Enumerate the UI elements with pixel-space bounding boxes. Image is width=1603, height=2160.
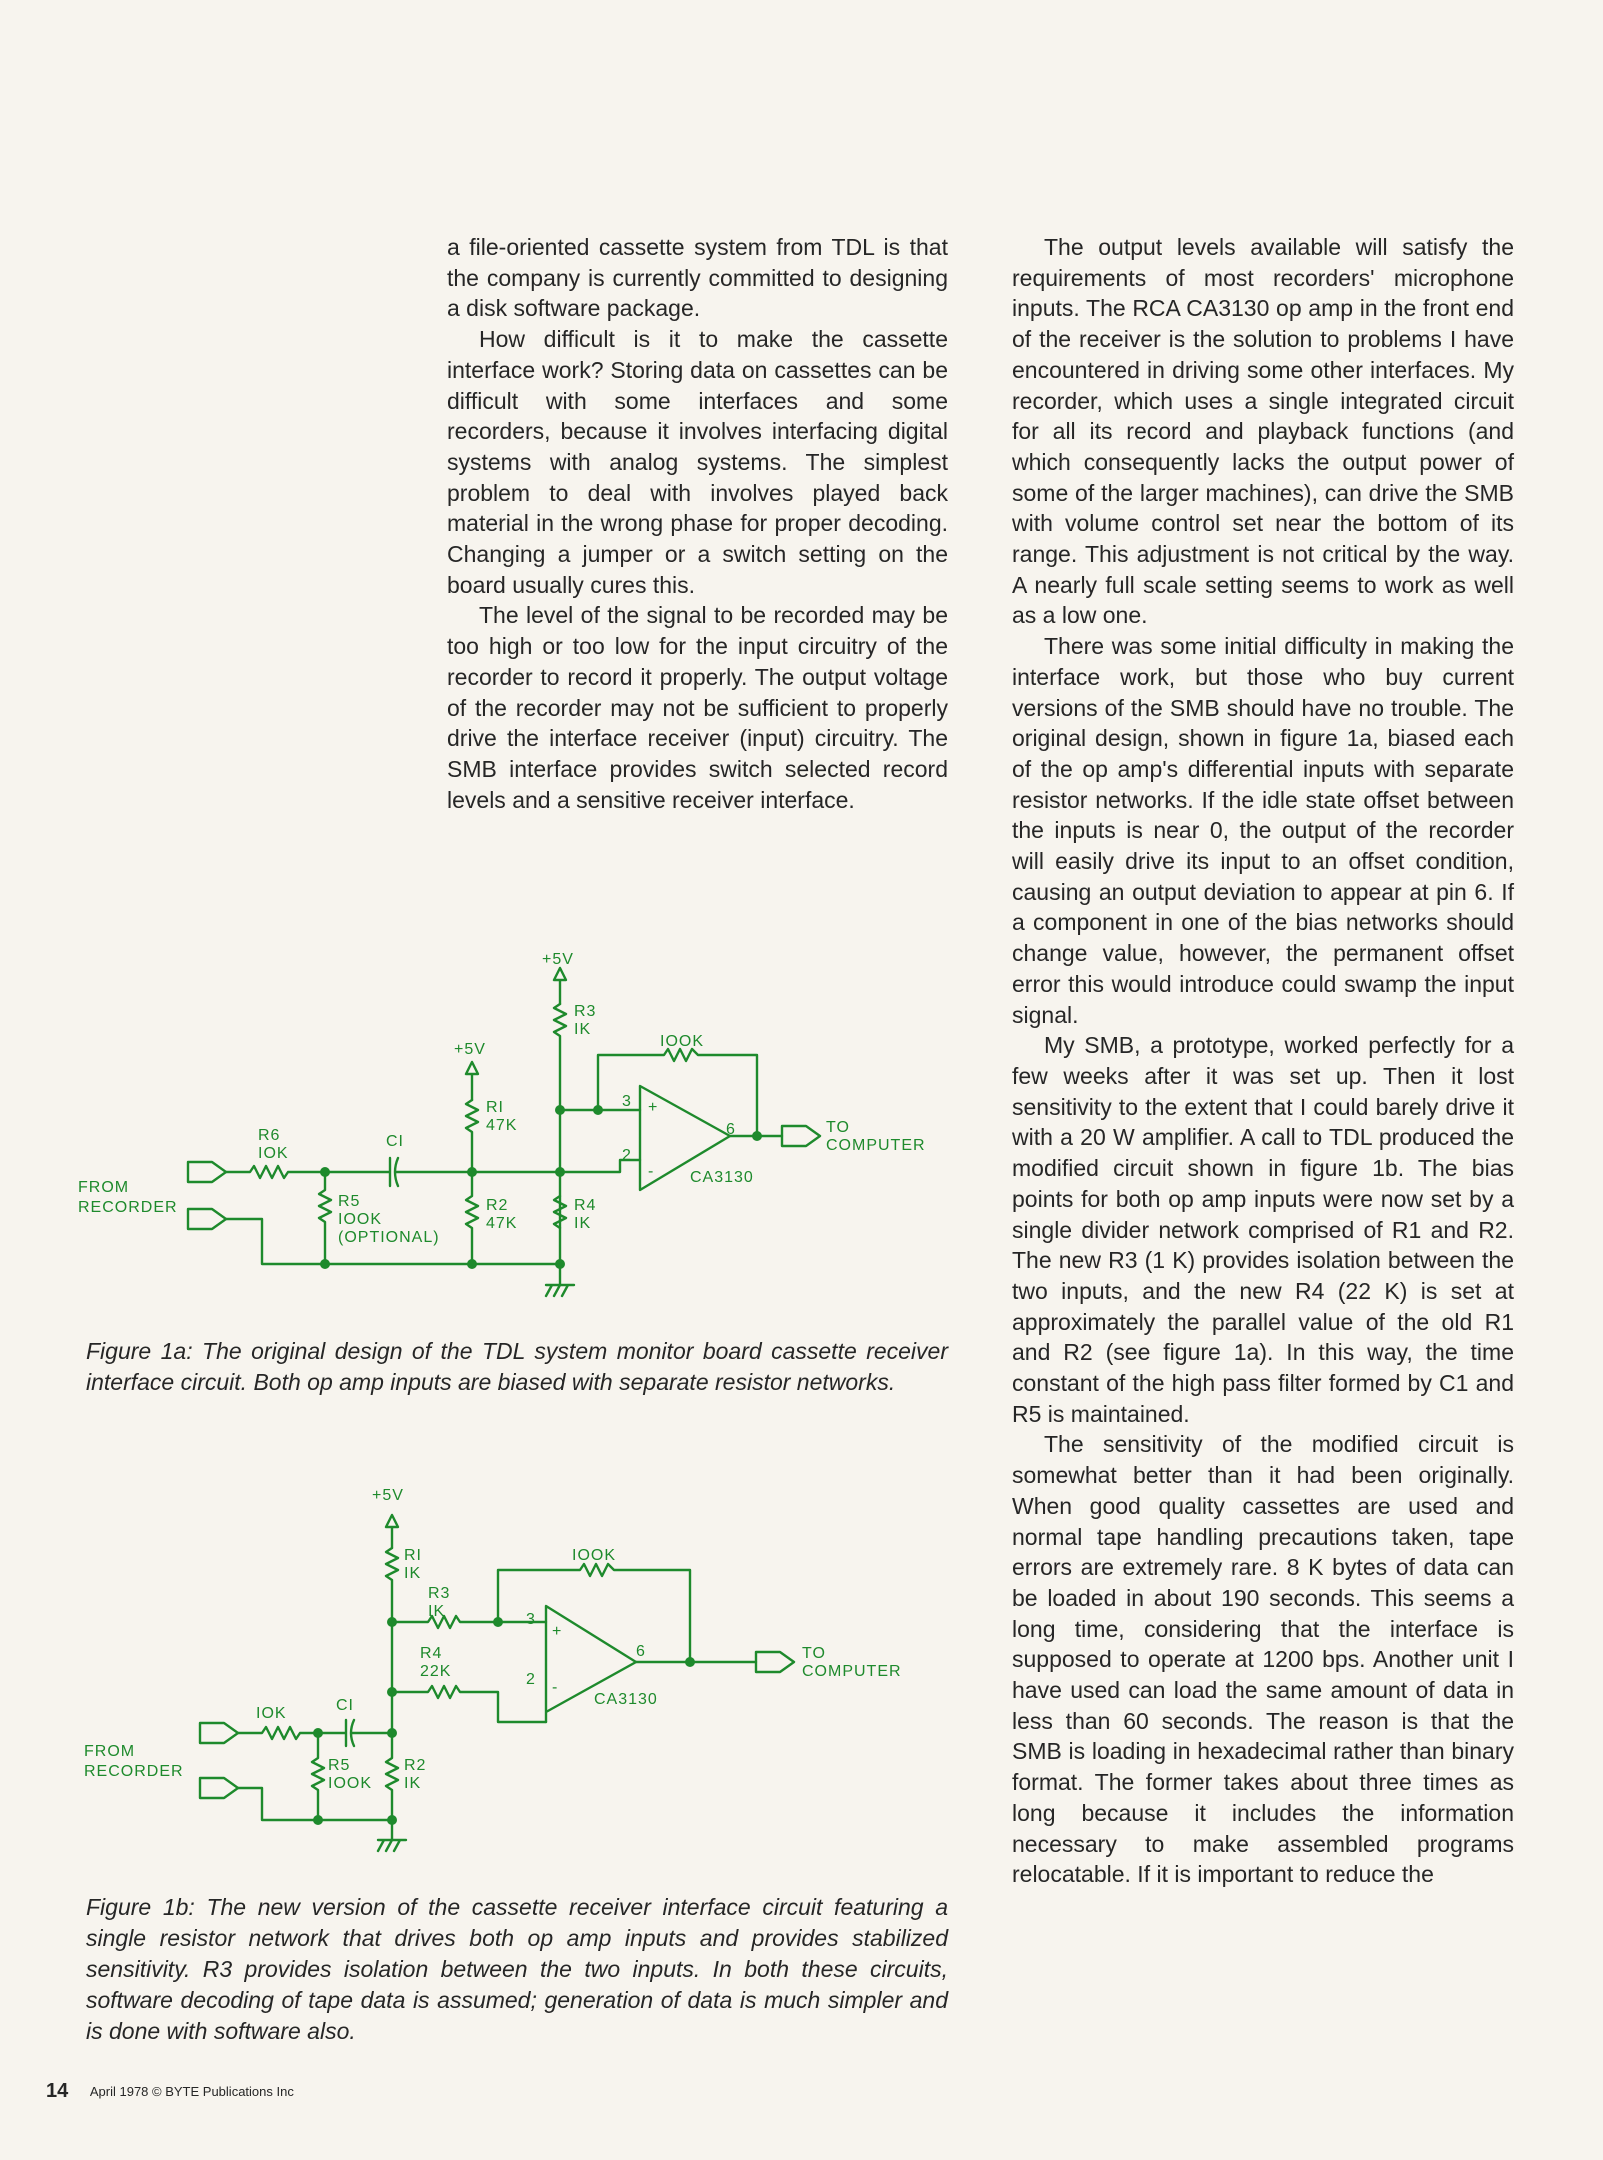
label-vcc: +5V bbox=[372, 1487, 404, 1504]
label-c1: CI bbox=[336, 1697, 354, 1714]
label-pin3: 3 bbox=[526, 1611, 536, 1628]
label-r3: R3 bbox=[428, 1585, 451, 1602]
resistor-r5 bbox=[312, 1733, 324, 1820]
ground-bus bbox=[238, 1788, 392, 1820]
label-opamp: CA3130 bbox=[690, 1169, 754, 1186]
junction-dot bbox=[685, 1657, 695, 1667]
label-from: FROM bbox=[78, 1179, 130, 1196]
junction-dot bbox=[313, 1815, 323, 1825]
figure-1b-caption: Figure 1b: The new version of the cassette receiver interface circuit featuring a single resistor network that drives both op amp inputs and provides stabilized sensitivity. R3 provides isolation between the two inputs. In both these circuits, software decoding of tape data is assumed; generation of data is much simpler and is done with software also. bbox=[86, 1894, 948, 2044]
resistor-r1 bbox=[386, 1548, 398, 1622]
publication-line: April 1978 © BYTE Publications Inc bbox=[89, 2084, 294, 2099]
paragraph: There was some initial difficulty in making the interface work, but those who buy current versions of the SMB should have no trouble. The original design, shown in figure 1a, biased each of the op amp's differential inputs with separate resistor networks. If the idle state offset between the inputs is near 0, the output of the recorder will easily drive its input to an offset condition, causing an output deviation to appear at pin 6. If a component in one of the bias networks should change value, however, the permanent offset error this would introduce could swamp the input signal. bbox=[1012, 633, 1514, 1028]
label-pin6: 6 bbox=[636, 1643, 646, 1660]
label-plus: + bbox=[648, 1099, 659, 1116]
label-pin2: 2 bbox=[622, 1147, 632, 1164]
label-computer: COMPUTER bbox=[826, 1137, 926, 1154]
label-r5: R5 bbox=[328, 1757, 351, 1774]
label-r6-value: IOK bbox=[258, 1145, 289, 1162]
label-r3-value: IK bbox=[428, 1603, 446, 1620]
label-r5-note: (OPTIONAL) bbox=[338, 1229, 440, 1246]
output-connector bbox=[756, 1652, 794, 1672]
vcc-arrow bbox=[386, 1515, 398, 1548]
label-vcc-b: +5V bbox=[542, 951, 574, 968]
capacitor-c1 bbox=[318, 1720, 392, 1746]
resistor-r2 bbox=[386, 1622, 398, 1820]
label-r4-value: 22K bbox=[420, 1663, 452, 1680]
label-r2-value: IK bbox=[404, 1775, 422, 1792]
label-vcc-a: +5V bbox=[454, 1041, 486, 1058]
label-computer: COMPUTER bbox=[802, 1663, 902, 1680]
label-recorder: RECORDER bbox=[84, 1763, 184, 1780]
paragraph: The level of the signal to be recorded may be too high or too low for the input circuitry of the recorder to record it properly. The output voltage of the recorder may not be sufficient to properly drive the interface receiver (input) circuitry. The SMB interface provides switch selected record levels and a sensitive receiver interface. bbox=[447, 602, 948, 813]
ground-symbol bbox=[378, 1820, 406, 1851]
label-plus: + bbox=[552, 1623, 563, 1640]
label-r4: R4 bbox=[574, 1197, 597, 1214]
label-minus: - bbox=[552, 1679, 559, 1696]
resistor-r4 bbox=[392, 1686, 546, 1722]
label-pin3: 3 bbox=[622, 1093, 632, 1110]
label-r1: RI bbox=[486, 1099, 504, 1116]
label-r3-value: IK bbox=[574, 1021, 592, 1038]
label-r5-value: IOOK bbox=[328, 1775, 373, 1792]
paragraph: How difficult is it to make the cassette interface work? Storing data on cassettes can be difficult with some interfaces and some recorders, because it involves interfacing digital systems with analog systems. The simplest problem to deal with involves played back material in the wrong phase for proper decoding. Changing a jumper or a switch setting on the board usually cures this. bbox=[447, 326, 948, 598]
label-r2: R2 bbox=[486, 1197, 509, 1214]
resistor-input bbox=[238, 1727, 318, 1739]
resistor-r3 bbox=[392, 1616, 546, 1628]
label-r1: RI bbox=[404, 1547, 422, 1564]
label-r2-value: 47K bbox=[486, 1215, 518, 1232]
label-to: TO bbox=[826, 1119, 850, 1136]
label-opamp: CA3130 bbox=[594, 1691, 658, 1708]
label-pin6: 6 bbox=[726, 1121, 736, 1138]
label-c1: CI bbox=[386, 1133, 404, 1150]
paragraph: a file-oriented cassette system from TDL is that the company is currently committed to designing a disk software package. bbox=[447, 234, 948, 322]
label-r5: R5 bbox=[338, 1193, 361, 1210]
label-r6: R6 bbox=[258, 1127, 281, 1144]
paragraph: My SMB, a prototype, worked perfectly for a few weeks after it was set up. Then it lost sensitivity to the extent that I could barely drive it with a 20 W amplifier. A call to TDL produced the modified circuit shown in figure 1b. The bias points for both op amp inputs were now set by a single divider network comprised of R1 and R2. The new R3 (1 K) provides isolation between the two inputs, and the new R4 (22 K) is set at approximately the parallel value of the old R1 and R2 (see figure 1a). In this way, the time constant of the high pass filter formed by C1 and R5 is maintained. bbox=[1012, 1032, 1514, 1427]
label-r4-value: IK bbox=[574, 1215, 592, 1232]
label-r1-value: IK bbox=[404, 1565, 422, 1582]
label-from: FROM bbox=[84, 1743, 136, 1760]
label-recorder: RECORDER bbox=[78, 1199, 178, 1216]
input-connector-bottom bbox=[200, 1778, 238, 1798]
input-connector-top bbox=[200, 1723, 238, 1743]
label-r2: R2 bbox=[404, 1757, 427, 1774]
label-minus: - bbox=[648, 1163, 655, 1180]
label-r5-value: IOOK bbox=[338, 1211, 383, 1228]
label-r3: R3 bbox=[574, 1003, 597, 1020]
page-number: 14 bbox=[46, 2080, 69, 2102]
label-r4: R4 bbox=[420, 1645, 443, 1662]
label-r1-value: 47K bbox=[486, 1117, 518, 1134]
label-to: TO bbox=[802, 1645, 826, 1662]
label-input-resistor: IOK bbox=[256, 1705, 287, 1722]
label-pin2: 2 bbox=[526, 1671, 536, 1688]
label-feedback: IOOK bbox=[572, 1547, 617, 1564]
paragraph: The sensitivity of the modified circuit is somewhat better than it had been originally. When good quality cassettes are used and normal tape handling precautions taken, tape errors are extremely rare. 8 K bytes of data can be loaded in about 190 seconds. This seems a long time, considering that the interface is supposed to operate at 1200 bps. Another unit I have used can load the same amount of data in less than 60 seconds. The reason is that the SMB is loading in hexadecimal rather than binary format. The former takes about three times as long because it includes the information necessary to make assembled programs relocatable. If it is important to reduce the bbox=[1012, 1431, 1514, 1888]
page-footer bbox=[46, 2080, 294, 2103]
paragraph: The output levels available will satisfy the requirements of most recorders' microphone inputs. The RCA CA3130 op amp in the front end of the receiver is the solution to problems I have encountered in driving some other interfaces. My recorder, which uses a single integrated circuit for all its record and playback functions (and which consequently lacks the output power of some of the larger machines), can drive the SMB with volume control set near the bottom of its range. This adjustment is not critical by the way. A nearly full scale setting seems to work as well as a low one. bbox=[1012, 234, 1514, 629]
figure-1a-caption: Figure 1a: The original design of the TDL system monitor board cassette receiver interface circuit. Both op amp inputs are biased with separate resistor networks. bbox=[86, 1338, 948, 1395]
label-feedback: IOOK bbox=[660, 1033, 705, 1050]
